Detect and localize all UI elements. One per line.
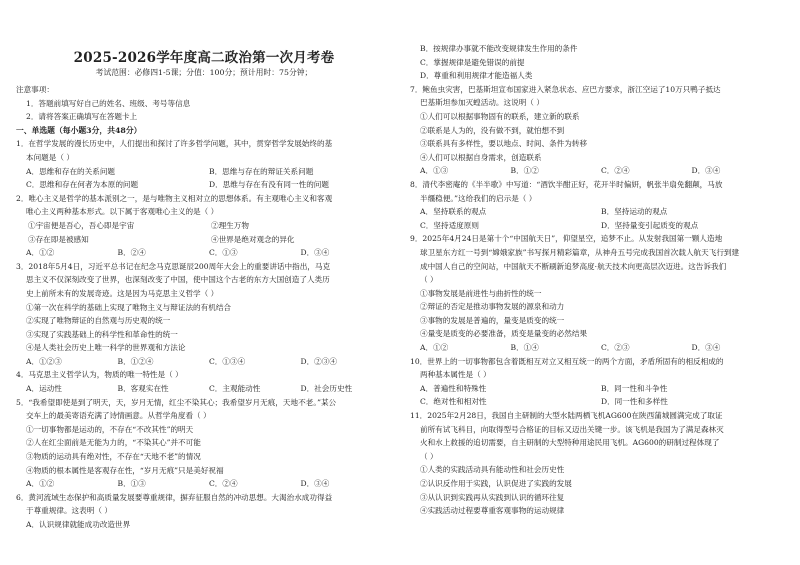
- question-stem: 1．在哲学发展的漫长历史中，人们提出和探讨了许多哲学问题，其中，贯穿哲学发展始终的基: [16, 139, 333, 149]
- option-row: [16, 382, 392, 396]
- option-c: C．②④: [601, 166, 630, 176]
- statement: ①宇宙便是吾心，吾心即是宇宙: [28, 220, 135, 230]
- option-d: D．同一性和多样性: [601, 397, 668, 407]
- question-11: [410, 409, 782, 518]
- question-5: [16, 396, 392, 491]
- option-b: B．①④: [510, 343, 539, 353]
- option-row: [16, 355, 392, 369]
- statement: ④人们可以根据自身需求，创造联系: [420, 152, 542, 162]
- option-c: C．②③: [601, 343, 630, 353]
- option-c: C．掌握规律是避免错误的前提: [420, 57, 525, 67]
- question-stem: 唯心主义两种基本形式。以下属于客观唯心主义的是（ ）: [26, 207, 219, 217]
- question-6-continued: [410, 42, 782, 83]
- option-c: C．主观能动性: [209, 384, 261, 394]
- question-stem: 两种基本属性是（ ）: [420, 370, 491, 380]
- question-stem: 11．2025年2月28日，我国自主研制的大型水陆两栖飞机AG600在陕西蒲城圆满完成了取证: [410, 411, 723, 421]
- question-stem: 前所有试飞科目，向取得型号合格证的目标又迈出关键一步。该飞机是我国为了满足森林灭: [420, 424, 724, 434]
- question-stem: （ ）: [420, 451, 438, 461]
- statement: ③联系具有多样性，要以地点、时间、条件为转移: [420, 139, 588, 149]
- right-flow: [410, 42, 782, 518]
- question-9: [410, 232, 782, 354]
- question-stem: 史上前所未有的发展奇迹。这是因为马克思主义哲学（ ）: [26, 288, 219, 298]
- statement: ①一切事物都是运动的，不存在“不改其性”的明天: [26, 424, 194, 434]
- option-b: B．①③: [117, 479, 146, 489]
- statement: ④物质的根本属性是客观存在性，“岁月无痕”只是美好祝福: [26, 465, 224, 475]
- question-stem: 火和水上救援的追切需要，自主研制的大型特种用途民用飞机。AG600的研制过程体现了: [420, 438, 720, 448]
- option-row: [410, 395, 782, 409]
- statement: ③存在即是被感知: [28, 234, 89, 244]
- option-b: B．思维与存在的辩证关系问题: [209, 166, 314, 176]
- question-6: [16, 491, 392, 532]
- option-row: [16, 246, 392, 260]
- note-item: 2．请将答案正确填写在答题卡上: [26, 112, 138, 122]
- option-a: A．①②: [420, 343, 449, 353]
- question-stem: 5．“我希望即使是到了明天，天，岁月无情，红尘不染其心；我希望岁月无痕，天地不老。”某公: [16, 397, 337, 407]
- statement: ②联系是人为的，没有做不到，就怕想不到: [420, 125, 565, 135]
- option-a: A．认识规律就能成功改造世界: [26, 520, 131, 529]
- statement: ④量变是质变的必要准备，质变是量变的必然结果: [420, 329, 588, 339]
- option-a: A．坚持联系的观点: [420, 207, 487, 217]
- question-stem: 思主义不仅深刻改变了世界，也深刻改变了中国，使中国这个古老的东方大国创造了人类历: [26, 275, 330, 285]
- statement: ③实现了实践基础上的科学性和革命性的统一: [26, 329, 178, 339]
- option-row: [410, 219, 782, 233]
- statement: ③物质的运动具有绝对性，不存在“天地不老”的情况: [26, 452, 201, 462]
- statement: ②理生万物: [211, 220, 249, 230]
- option-c: C．坚持适度原则: [420, 220, 479, 230]
- question-stem: 半缰稳便。”这给我们的启示是（ ）: [420, 193, 537, 203]
- option-row: [16, 477, 392, 491]
- question-stem: 6．黄河流域生态保护和高质量发展要尊重规律，摒弃征服自然的冲动思想。大渴治水成功得益: [16, 492, 333, 502]
- question-2: [16, 192, 392, 260]
- exam-title: 2025-2026学年度高二政治第一次月考卷: [73, 50, 335, 66]
- statement: ②辩证的否定是推动事物发展的源泉和动力: [420, 302, 565, 312]
- question-8: [410, 178, 782, 232]
- statement: ③从认识到实践再从实践到认识的循环往复: [420, 492, 565, 502]
- option-c: C．绝对性和相对性: [420, 397, 487, 407]
- statement: ②人在红尘面前是无能为力的，“不染其心”并不可能: [26, 438, 201, 448]
- question-stem: 交车上的最美寄语充满了诗情画意。从哲学角度看（ ）: [26, 411, 211, 421]
- statement: ④世界是绝对观念的异化: [211, 234, 295, 244]
- notes-block: [16, 83, 392, 532]
- option-c: C．②④: [209, 479, 238, 489]
- statement: ④实践活动过程要尊重客观事物的运动规律: [420, 506, 565, 516]
- option-a: A．①②: [26, 248, 55, 258]
- question-stem: 9．2025年4月24日是第十个“中国航天日”，仰望星空，追梦不止。从发射我国第一颗人造地: [410, 234, 723, 244]
- question-stem: 成中国人自己的空间站，中国航天不断刷新追梦高度·航天技术向更高层次迈进。这告诉我们: [420, 261, 727, 271]
- option-d: D．②③④: [300, 356, 337, 366]
- option-d: D．③④: [300, 479, 330, 489]
- question-stem: （ ）: [420, 275, 438, 285]
- notes-heading: 注意事项：: [16, 85, 54, 94]
- question-3: [16, 260, 392, 369]
- option-a: A．①②: [26, 479, 55, 489]
- option-a: A．运动性: [26, 384, 62, 394]
- option-b: B．①②④: [117, 356, 154, 366]
- question-stem: 本问题是（ ）: [26, 152, 74, 162]
- question-stem: 于尊重规律。这表明（ ）: [26, 506, 112, 516]
- option-row: [410, 205, 782, 219]
- option-b: B．客观实在性: [117, 384, 169, 394]
- question-4: [16, 368, 392, 395]
- question-stem: 2．唯心主义是哲学的基本派别之一，是与唯物主义相对立的思想体系。有主观唯心主义和客观: [16, 193, 333, 203]
- option-c: C．①③④: [209, 356, 246, 366]
- option-a: A．普遍性和特殊性: [420, 383, 487, 393]
- exam-info: 考试范围：必修四1-5课；分值：100分；预计用时：75分钟；: [95, 68, 313, 77]
- option-a: A．①③: [420, 166, 449, 176]
- statement: ①人们可以根据事物固有的联系，建立新的联系: [420, 111, 580, 121]
- statement-grid: [16, 219, 392, 246]
- option-b: B．①②: [510, 166, 539, 176]
- question-stem: 球卫星东方红一号到“嫦娥家族”书写探月精彩篇章，从神舟五号完成我国首次载人航天飞行到建: [420, 247, 740, 257]
- option-row: [410, 382, 782, 396]
- option-b: B．②④: [117, 248, 146, 258]
- option-row: [410, 341, 782, 355]
- option-b: B．坚持运动的观点: [601, 207, 668, 217]
- option-c: C．思维和存在何者为本原的问题: [26, 180, 139, 190]
- statement: ①人类的实践活动具有能动性和社会历史性: [420, 465, 565, 475]
- note-item: 1．答题前填写好自己的姓名、班级、考号等信息: [26, 98, 191, 108]
- question-stem: 3．2018年5月4日，习近平总书记在纪念马克思诞辰200周年大会上的重要讲话中指出，马克: [16, 261, 331, 271]
- question-stem: 8．清代李密庵的《半半歌》中写道：“酒饮半酣正好，花开半时偏妍，帆张半扇免翻颠，马放: [410, 179, 723, 189]
- question-stem: 巴基斯坦参加灭蝗活动。这说明（ ）: [420, 98, 544, 108]
- option-d: D．坚持量变引起质变的观点: [601, 220, 699, 230]
- option-row: [410, 164, 782, 178]
- question-1: [16, 137, 392, 191]
- option-d: D．③④: [691, 343, 721, 353]
- question-stem: 7．鲍鱼虫灾害，巴基斯坦宣布国家进入紧急状态、应巴方要求，浙江空运了10万只鸭子抵达: [410, 84, 721, 94]
- option-d: D．尊重和利用规律才能造福人类: [420, 71, 533, 81]
- option-row: [16, 165, 392, 179]
- option-c: C．①③: [209, 248, 238, 258]
- question-10: [410, 355, 782, 409]
- option-d: D．③④: [300, 248, 330, 258]
- option-b: B．按规律办事就不能改变规律发生作用的条件: [420, 44, 578, 53]
- statement: ④是人类社会历史上唯一科学的世界观和方法论: [26, 343, 186, 353]
- statement: ①事物发展是前进性与曲折性的统一: [420, 288, 542, 298]
- statement: ②认识反作用于实践，认识促进了实践的发展: [420, 479, 572, 488]
- question-7: [410, 83, 782, 178]
- question-stem: 4．马克思主义哲学认为，物质的唯一特性是（ ）: [16, 370, 183, 380]
- statement: ①第一次在科学的基础上实现了唯物主义与辩证法的有机结合: [26, 302, 232, 312]
- question-stem: 10．世界上的一切事物都包含着既相互对立又相互统一的两个方面，矛盾所固有的相反相成的: [410, 356, 724, 366]
- statement: ②实现了唯物辩证的自然观与历史观的统一: [26, 316, 171, 326]
- option-b: B．同一性和斗争性: [601, 383, 668, 393]
- option-d: D．社会历史性: [300, 384, 353, 394]
- section-title: 一、单选题（每小题3分，共48分）: [16, 125, 142, 135]
- option-a: A．①②③: [26, 356, 62, 366]
- option-d: D．③④: [691, 166, 721, 176]
- statement: ③事物的发展是普遍的，量变是质变的统一: [420, 315, 565, 325]
- option-row: [16, 178, 392, 192]
- option-a: A．思维和存在的关系问题: [26, 166, 116, 176]
- option-d: D．思维与存在有没有同一性的问题: [209, 180, 329, 190]
